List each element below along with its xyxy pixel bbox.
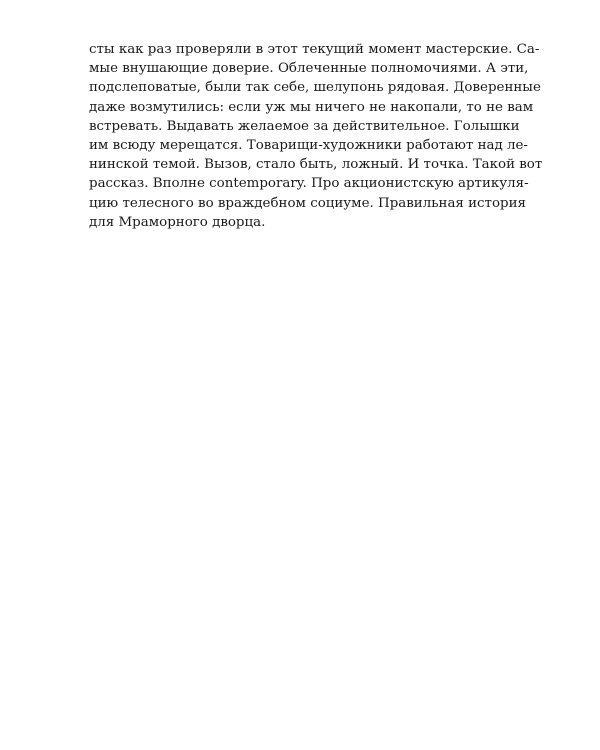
text-line: встревать. Выдавать желаемое за действительное. Голышки [89,118,520,134]
text-line: даже возмутились: если уж мы ничего не накопали, то не вам [89,99,534,115]
text-line: для Мраморного дворца. [89,214,266,230]
text-line: им всюду мерещатся. Товарищи-художники работают над ле- [89,137,528,153]
text-line: мые внушающие доверие. Облеченные полномочиями. А эти, [89,61,529,77]
body-text [89,40,543,232]
text-line: сты как раз проверяли в этот текущий момент мастерские. Са- [89,42,540,57]
text-line: нинской темой. Вызов, стало быть, ложный. И точка. Такой вот [89,157,543,173]
text-line: подслеповатые, были так себе, шелупонь рядовая. Доверенные [89,80,541,96]
text-line: рассказ. Вполне contemporary. Про акционистскую артикуля- [89,176,529,192]
text-line: цию телесного во враждебном социуме. Правильная история [89,195,526,211]
